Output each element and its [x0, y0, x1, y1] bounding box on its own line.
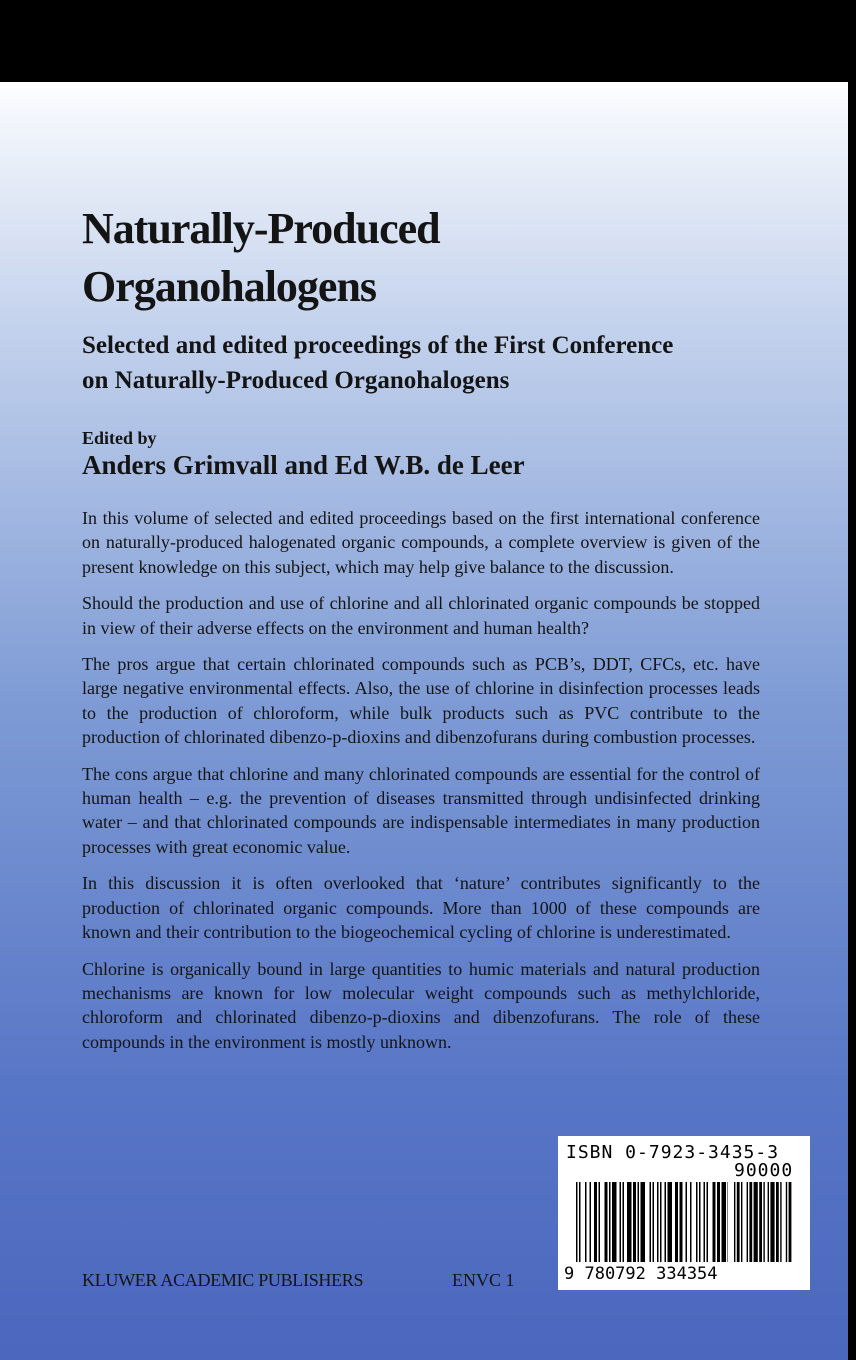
blurb-paragraph-5: In this discussion it is often overlooked that ‘nature’ contributes significantly to the production of chlorinated organic compounds. More than 1000 of these compounds are known and their contribution to the biogeochemical cycling of chlorine is underestimated.: [82, 873, 760, 943]
barcode-bar: [786, 1182, 787, 1262]
price-code: 90000: [734, 1160, 794, 1181]
barcode-bar: [780, 1182, 781, 1262]
barcode-bar: [690, 1182, 692, 1262]
barcode-bar: [734, 1182, 735, 1262]
barcode-bar: [620, 1182, 622, 1262]
barcode-bars-addon: [734, 1182, 798, 1262]
title-line-1: Naturally-Produced: [82, 204, 440, 253]
barcode-bar: [638, 1182, 640, 1262]
blurb-paragraph-1: In this volume of selected and edited proceedings based on the first international conference on naturally-produced halogenated organic compounds, a complete overview is given of the present knowledge on this subject, which may help give balance to the discussion.: [82, 508, 760, 577]
barcode-bar: [612, 1182, 617, 1262]
barcode-bar: [704, 1182, 706, 1262]
blurb-paragraph-2: Should the production and use of chlorine and all chlorinated organic compounds be stopped in view of their adverse effects on the environment and human health?: [82, 593, 760, 638]
right-black-border: [848, 0, 856, 1360]
book-title: [82, 200, 782, 316]
isbn-text: ISBN 0-7923-3435-3: [566, 1142, 780, 1163]
barcode-bar: [759, 1182, 762, 1262]
barcode-bar: [749, 1182, 752, 1262]
barcode-bar: [680, 1182, 683, 1262]
barcode-bar: [686, 1182, 688, 1262]
barcode-bar: [768, 1182, 769, 1262]
barcode-bar: [650, 1182, 652, 1262]
barcode-bar: [657, 1182, 659, 1262]
barcode-bar: [576, 1182, 578, 1262]
barcode-bar: [737, 1182, 740, 1262]
barcode-bar: [763, 1182, 764, 1262]
barcode-bar: [776, 1182, 779, 1262]
barcode-bar: [633, 1182, 636, 1262]
barcode-bar: [754, 1182, 758, 1262]
barcode-bar: [594, 1182, 597, 1262]
barcode-bar: [609, 1182, 611, 1262]
subtitle-line-1: Selected and edited proceedings of the First Conference: [82, 332, 674, 359]
barcode-bar: [641, 1182, 646, 1262]
barcode-bar: [623, 1182, 625, 1262]
blurb-paragraph-3: The pros argue that certain chlorinated compounds such as PCB’s, DDT, CFCs, etc. have large negative environmental effects. Also, the use of chlorine in disinfection processes leads to the production of chloroform, while bulk products such as PVC contribute to the production of chlorinated dibenzo-p-dioxins and dibenzofurans during combustion processes.: [82, 654, 760, 748]
series-code: ENVC 1: [452, 1270, 515, 1290]
barcode-bars-main: [576, 1182, 728, 1262]
barcode-bar: [653, 1182, 655, 1262]
barcode-bar: [627, 1182, 632, 1262]
barcode-bar: [770, 1182, 774, 1262]
barcode-bar: [789, 1182, 792, 1262]
blurb-paragraph-4: The cons argue that chlorine and many chlorinated compounds are essential for the control of human health – e.g. the prevention of diseases transmitted through undisinfected drinking water – and that chlorinated compounds are indispensable intermediates in many production processes with great economic value.: [82, 763, 760, 857]
editors-names: Anders Grimvall and Ed W.B. de Leer: [82, 450, 525, 480]
barcode-bar: [599, 1182, 601, 1262]
publisher-name: KLUWER ACADEMIC PUBLISHERS: [82, 1270, 364, 1290]
title-line-2: Organohalogens: [82, 262, 377, 311]
edited-by-label: Edited by: [82, 428, 157, 448]
barcode-bar: [605, 1182, 608, 1262]
barcode-bar: [747, 1182, 748, 1262]
barcode-bar: [728, 1182, 729, 1262]
barcode-bar: [717, 1182, 720, 1262]
blurb-paragraph-6: Chlorine is organically bound in large quantities to humic materials and natural production mechanisms are known for low molecular weight compounds such as methylchloride, chloroform and chlorinated dibenzo-p-dioxins and dibenzofurans. The role of these compounds in the environment is mostly unknown.: [82, 958, 760, 1052]
barcode-bar: [675, 1182, 678, 1262]
subtitle-line-2: on Naturally-Produced Organohalogens: [82, 367, 510, 394]
barcode-digits: 9 780792 334354: [564, 1264, 718, 1284]
barcode-bar: [722, 1182, 727, 1262]
barcode-bar: [665, 1182, 667, 1262]
barcode-bar: [741, 1182, 742, 1262]
barcode-bar: [660, 1182, 662, 1262]
barcode-bar: [668, 1182, 673, 1262]
barcode-bar: [707, 1182, 709, 1262]
barcode-bar: [579, 1182, 581, 1262]
top-black-border: [0, 0, 856, 82]
barcode-bar: [699, 1182, 701, 1262]
barcode-bar: [590, 1182, 592, 1262]
isbn-barcode-label: [558, 1136, 810, 1290]
barcode-bar: [696, 1182, 698, 1262]
barcode-bar: [585, 1182, 587, 1262]
barcode-bar: [713, 1182, 716, 1262]
blurb-text: [82, 506, 760, 1066]
book-subtitle: [82, 328, 802, 398]
